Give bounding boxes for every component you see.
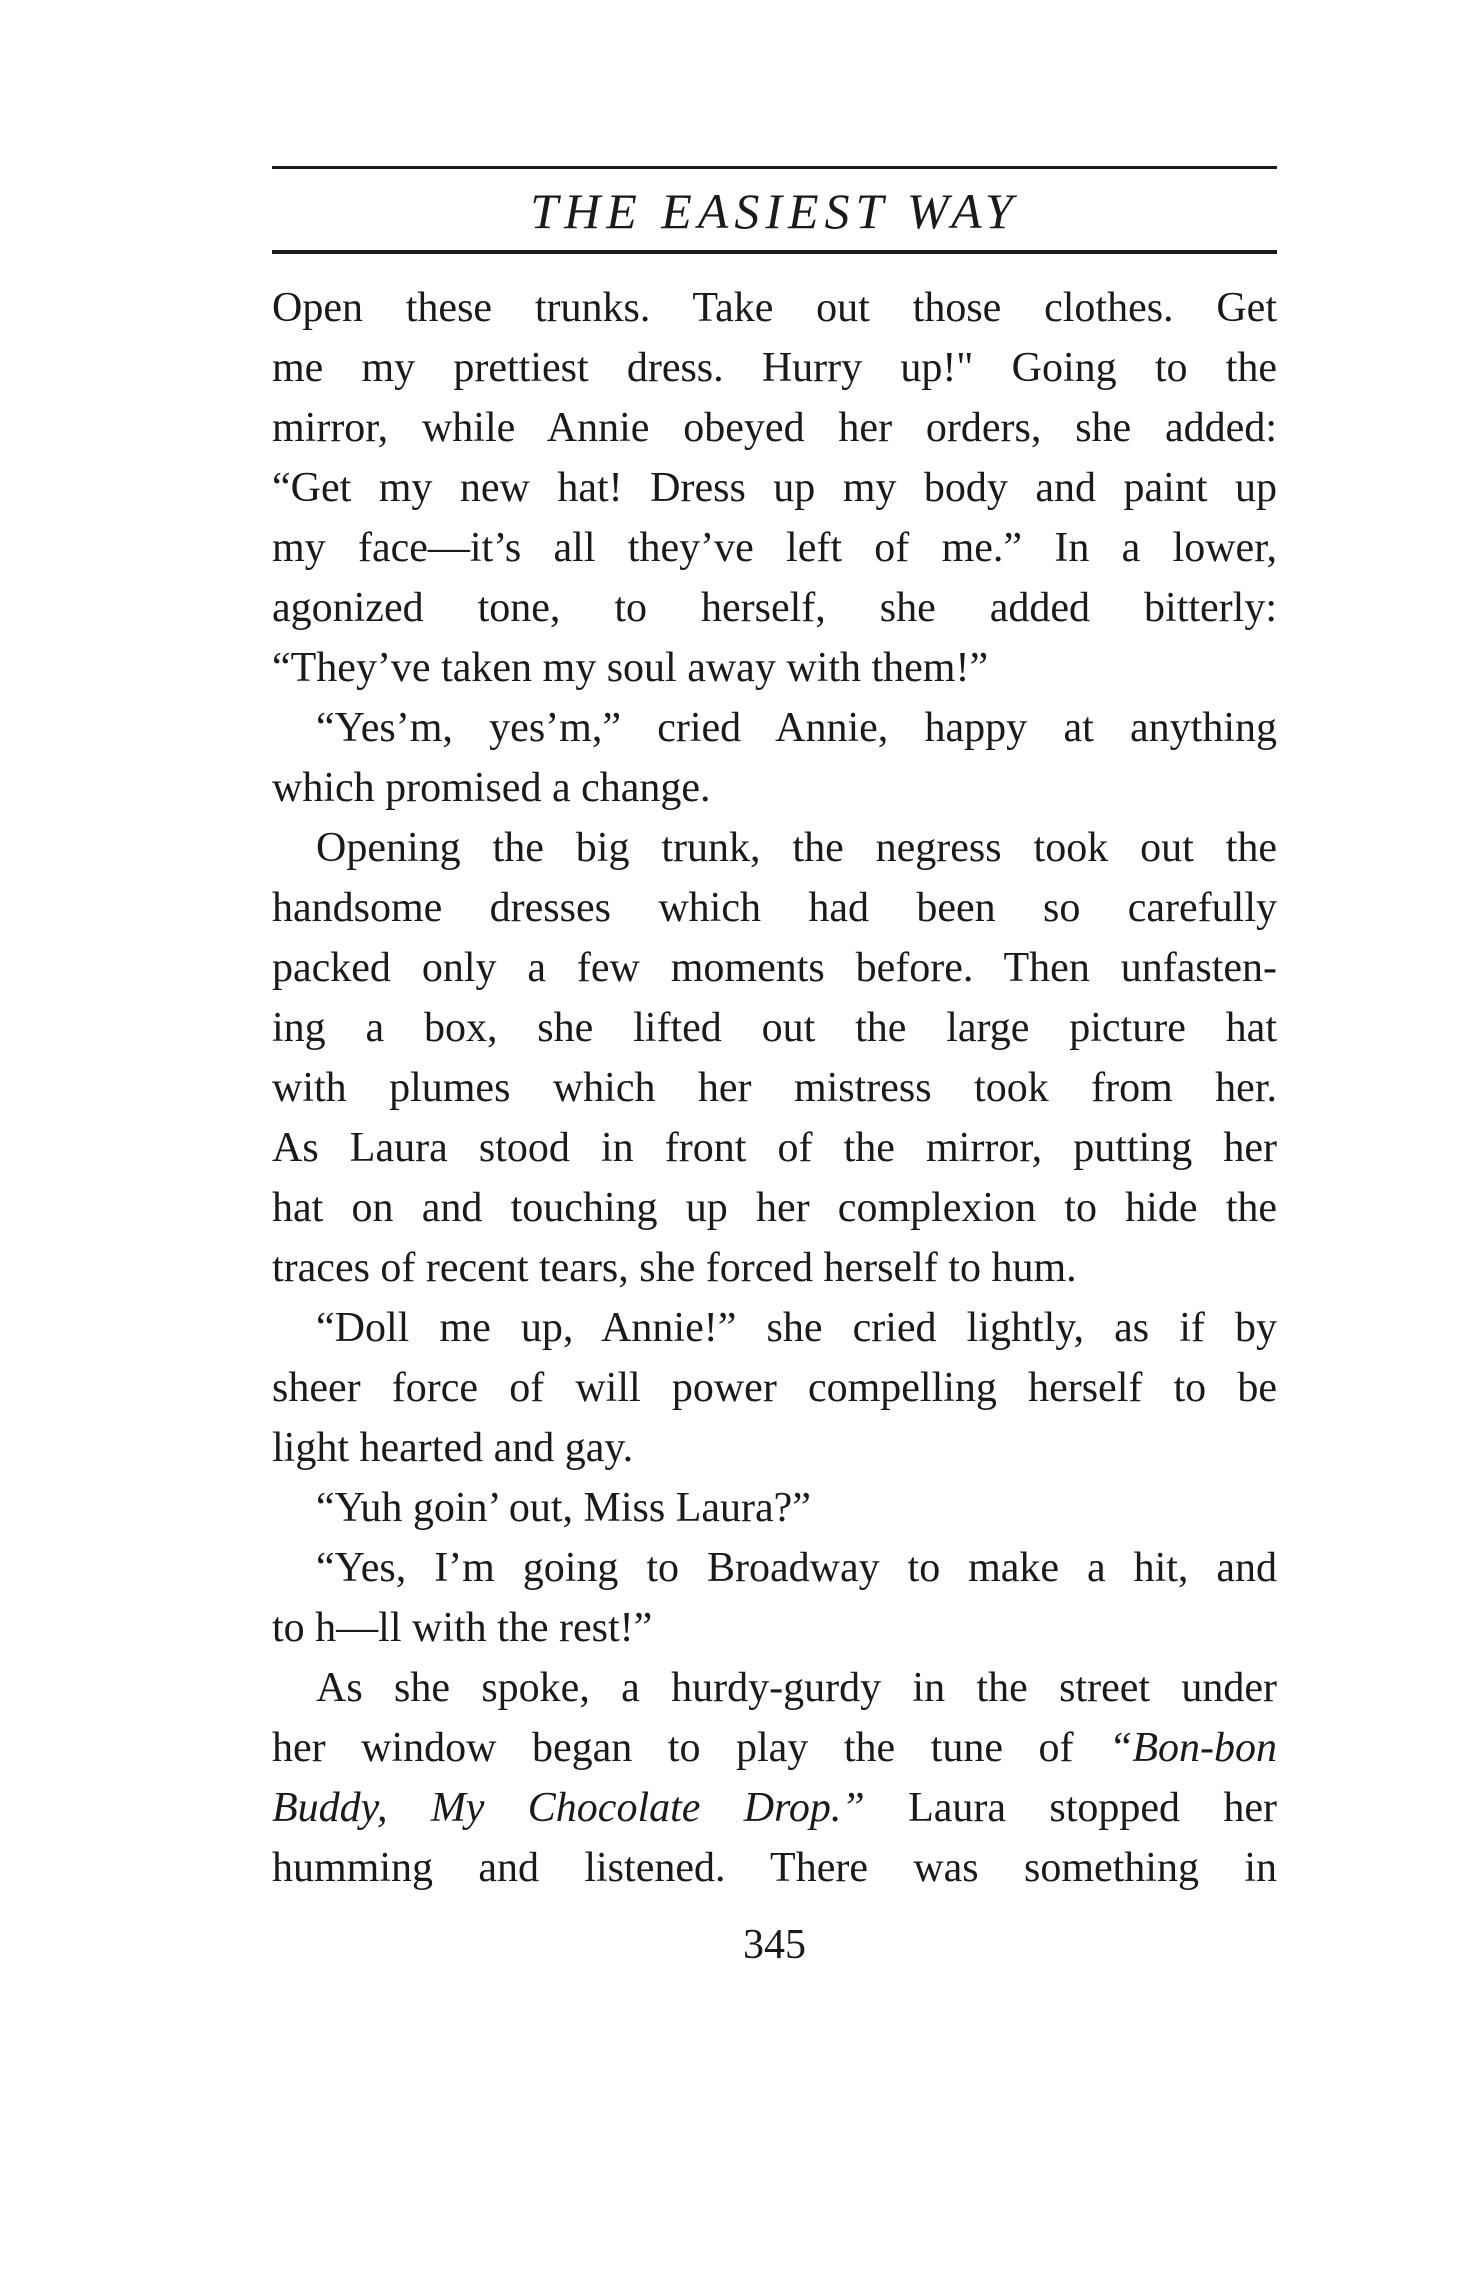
text-line xyxy=(272,998,1277,1058)
text-span: packed only a few moments before. Then unfasten- xyxy=(272,945,1277,991)
text-span: Open these trunks. Take out those clothes. Get xyxy=(272,285,1277,331)
text-line xyxy=(272,1058,1277,1118)
text-span: which promised a change. xyxy=(272,765,711,811)
text-span: sheer force of will power compelling herself to be xyxy=(272,1365,1277,1411)
text-line xyxy=(272,698,1277,758)
text-span: light hearted and gay. xyxy=(272,1425,634,1471)
body-text xyxy=(272,278,1277,1898)
text-line xyxy=(272,818,1277,878)
text-line xyxy=(272,1238,1277,1298)
text-line xyxy=(272,938,1277,998)
text-line xyxy=(272,518,1277,578)
italic-span: Buddy, My Chocolate Drop.” xyxy=(272,1785,865,1831)
text-span: “They’ve taken my soul away with them!” xyxy=(272,645,989,691)
page-number: 345 xyxy=(743,1922,806,1968)
text-line xyxy=(272,1418,1277,1478)
header-rule-bottom xyxy=(272,250,1277,254)
text-line xyxy=(272,1718,1277,1778)
header-rule-top xyxy=(272,166,1277,169)
text-span: “Yes’m, yes’m,” cried Annie, happy at anything xyxy=(316,705,1277,751)
text-span: ing a box, she lifted out the large picture hat xyxy=(272,1005,1277,1051)
text-span: her window began to play the tune of xyxy=(272,1725,1074,1771)
text-line xyxy=(272,1838,1277,1898)
text-span: traces of recent tears, she forced herself to hum. xyxy=(272,1245,1077,1291)
text-line xyxy=(272,1598,1277,1658)
text-line xyxy=(272,1298,1277,1358)
text-line xyxy=(272,398,1277,458)
text-span: humming and listened. There was something in xyxy=(272,1845,1277,1891)
text-line xyxy=(272,1538,1277,1598)
italic-span: “Bon-bon xyxy=(1109,1725,1277,1771)
text-span: “Doll me up, Annie!” she cried lightly, as if by xyxy=(316,1305,1277,1351)
text-line xyxy=(272,758,1277,818)
text-span: “Yuh goin’ out, Miss Laura?” xyxy=(316,1485,811,1531)
text-span: my face—it’s all they’ve left of me.” In a lower, xyxy=(272,525,1277,571)
text-span: me my prettiest dress. Hurry up!" Going to the xyxy=(272,345,1277,391)
running-head: THE EASIEST WAY xyxy=(530,183,1019,239)
text-span: As Laura stood in front of the mirror, putting her xyxy=(272,1125,1277,1171)
text-span: to h—ll with the rest!” xyxy=(272,1605,653,1651)
text-span: Laura stopped her xyxy=(908,1785,1277,1831)
text-line xyxy=(272,278,1277,338)
text-span: As she spoke, a hurdy-gurdy in the street under xyxy=(316,1665,1277,1711)
text-line xyxy=(272,638,1277,698)
text-line xyxy=(272,1778,1277,1838)
text-line xyxy=(272,1178,1277,1238)
text-span: handsome dresses which had been so carefully xyxy=(272,885,1277,931)
text-line xyxy=(272,878,1277,938)
text-line xyxy=(272,578,1277,638)
text-line xyxy=(272,1478,1277,1538)
text-span: “Get my new hat! Dress up my body and paint up xyxy=(272,465,1277,511)
text-line xyxy=(272,458,1277,518)
text-line xyxy=(272,1658,1277,1718)
text-span: with plumes which her mistress took from her. xyxy=(272,1065,1277,1111)
text-span: hat on and touching up her complexion to hide the xyxy=(272,1185,1277,1231)
text-line xyxy=(272,1358,1277,1418)
text-line xyxy=(272,1118,1277,1178)
text-span: Opening the big trunk, the negress took out the xyxy=(316,825,1277,871)
text-span: agonized tone, to herself, she added bitterly: xyxy=(272,585,1277,631)
text-line xyxy=(272,338,1277,398)
text-span: mirror, while Annie obeyed her orders, she added: xyxy=(272,405,1277,451)
text-span: “Yes, I’m going to Broadway to make a hit, and xyxy=(316,1545,1277,1591)
